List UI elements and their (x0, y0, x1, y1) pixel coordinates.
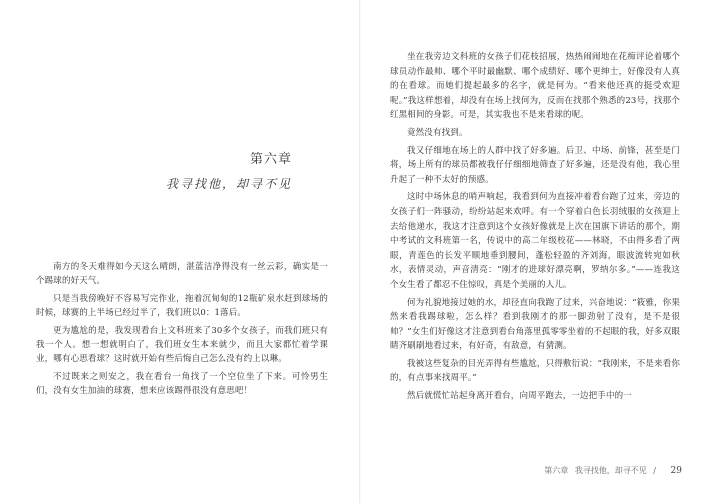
page-number: 29 (670, 466, 682, 476)
footer-title: 我寻找他，却寻不见 (574, 466, 647, 475)
footer-chapter: 第六章 (544, 466, 569, 475)
chapter-title: 我寻找他，却寻不见 (165, 177, 292, 191)
footer-separator: / (653, 466, 656, 475)
running-footer (544, 465, 682, 476)
right-page (361, 0, 720, 503)
paragraph: 南方的冬天难得如今天这么晴朗，湛蓝洁净得没有一丝云彩，确实是一个踢球的好天气。 (36, 262, 328, 287)
paragraph: 不过既来之则安之，我在看台一角找了一个空位坐了下来。可怜男生们，没有女生加油的球赛，想来应该踢得很没有意思吧！ (36, 371, 328, 397)
paragraph: 我被这些复杂的目光弄得有些尴尬，只得敷衍说：“我刚来，不是来看你的，有点事来找周平。” (390, 358, 680, 384)
paragraph: 然后就慌忙站起身离开看台，向周平跑去，一边把手中的一 (407, 391, 632, 402)
paragraph: 只是当我傍晚好不容易写完作业，拖着沉甸甸的12瓶矿泉水赶到球场的时候，球赛的上半场已经过半了，我们班以0：1落后。 (36, 293, 328, 319)
paragraph: 坐在我旁边文科班的女孩子们花枝招展，热热闹闹地在花痴评论着哪个球员动作最帅、哪个平时最幽默、哪个成绩好、哪个更绅士，好像没有人真的在看球。而她们提起最多的名字，就是何为。“看来他还真的挺受欢迎呢。”我这样想着，却没有在场上找何为，反而在找那个熟悉的23号，找那个红黑相间的身影。可是，其实我也不是来看球的呢。 (390, 52, 680, 121)
right-body-text (390, 50, 680, 407)
paragraph: 竟然没有找到。 (407, 127, 468, 138)
paragraph: 更为尴尬的是，我发现看台上文科班来了30多个女孩子，而我们班只有我一个人。想一想就明白了，我们班女生本来就少，而且大家都忙着学课业，哪有心思看球？这时就开始有些后悔自己怎么没有约上以琳。 (36, 325, 328, 365)
left-body-text (36, 260, 328, 402)
paragraph: 何为礼貌地接过她的水，却径直向我跑了过来，兴奋地说：“筱雅，你果然来看我踢球啦，怎么样？看到我刚才的那一脚劲射了没有，是不是很帅？”女生们好像这才注意到看台角落里孤零零坐着的不起眼的我，好多双眼睛齐刷刷地看过来，有好奇，有敌意，有猜测。 (390, 297, 680, 352)
chapter-number: 第六章 (249, 152, 292, 167)
paragraph: 这时中场休息的哨声响起，我看到何为直接冲着看台跑了过来，旁边的女孩子们一阵骚动，纷纷站起来欢呼。有一个穿着白色长羽绒服的女孩迎上去给他递水，我这才注意到这个女孩好像就是上次在国旗下讲话的那个，期中考试的文科班第一名，传说中的高二年级校花——林晓，不由得多看了两眼，青莲色的长发平顺地垂到腰间，蓬松轻盈的齐刘海，眼波流转宛如秋水，表情灵动，声音清亮：“刚才的进球好漂亮啊，罗纳尔多。”——连我这个女生看了都忍不住惊叹，真是个美丽的人儿。 (390, 192, 680, 290)
paragraph: 我又仔细地在场上的人群中找了好多遍。后卫、中场、前锋，甚至是门将，场上所有的球员都被我仔仔细细地筛查了好多遍，还是没有他，我心里升起了一种不太好的预感。 (390, 145, 680, 185)
